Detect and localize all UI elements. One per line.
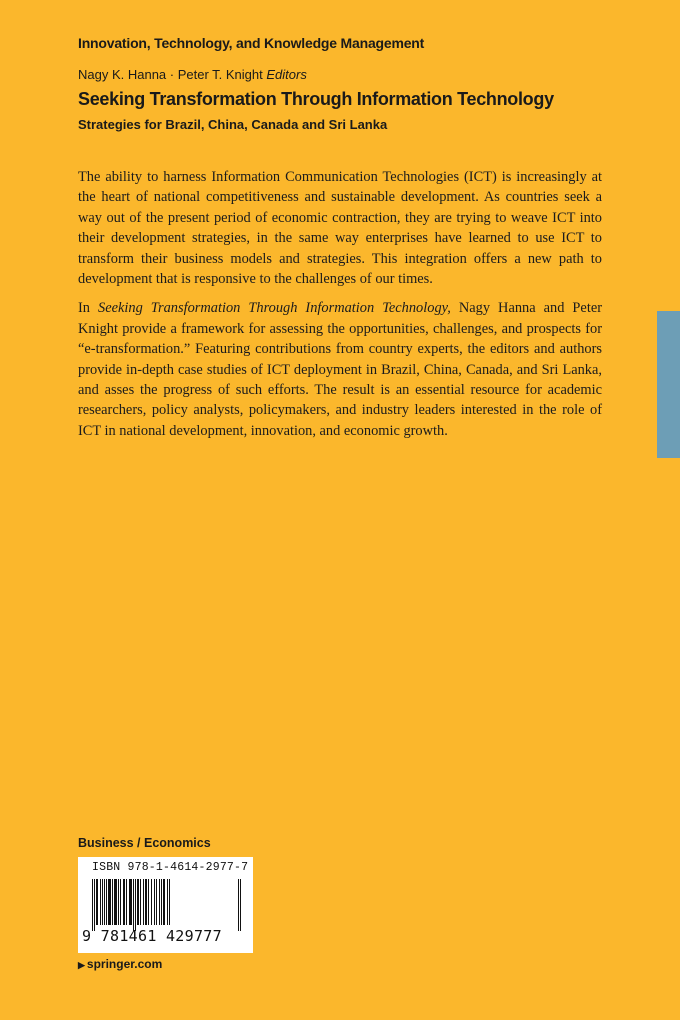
book-subtitle: Strategies for Brazil, China, Canada and Sri Lanka (78, 117, 388, 132)
subject-category: Business / Economics (78, 836, 211, 850)
blurb-paragraph-2-prefix: In (78, 300, 99, 317)
isbn-label: ISBN 978-1-4614-2977-7 (92, 861, 249, 874)
series-title: Innovation, Technology, and Knowledge Management (78, 35, 425, 51)
publisher-url: springer.com (86, 957, 163, 971)
barcode-bars (92, 879, 242, 931)
blurb (78, 167, 602, 450)
editors-line (78, 67, 307, 82)
book-title: Seeking Transformation Through Information Technology (78, 89, 554, 109)
publisher-link[interactable] (78, 957, 162, 971)
side-color-tab (657, 311, 680, 458)
arrow-icon: ▶ (78, 960, 85, 970)
blurb-paragraph-2-rest: Nagy Hanna and Peter Knight provide a framework for assessing the opportunities, challenges, and prospects for “e-transformation.” Featuring contributions from country experts, the editors and authors provide in-depth case studies of ICT deployment in Brazil, China, Canada, and Sri Lanka, and asses the progress of such efforts. The result is an essential resource for academic researchers, policy analysts, policymakers, and industry leaders interested in the role of ICT in national development, innovation, and economic growth. (78, 300, 602, 439)
editors-names: Nagy K. Hanna · Peter T. Knight (78, 67, 263, 82)
blurb-paragraph-1: The ability to harness Information Communication Technologies (ICT) is increasingly at the heart of national competitiveness and sustainable development. As countries seek a way out of the present period of economic contraction, they are trying to weave ICT into their development strategies, in the same way enterprises have learned to use ICT to transform their business models and strategies. This integration offers a new path to development that is responsive to the challenges of our times. (78, 169, 602, 288)
blurb-book-title: Seeking Transformation Through Information Technology, (98, 300, 451, 317)
isbn-barcode (78, 857, 253, 953)
blurb-paragraph-2 (78, 298, 602, 441)
editors-role: Editors (266, 67, 307, 82)
barcode-digits: 9 781461 429777 (82, 927, 222, 945)
